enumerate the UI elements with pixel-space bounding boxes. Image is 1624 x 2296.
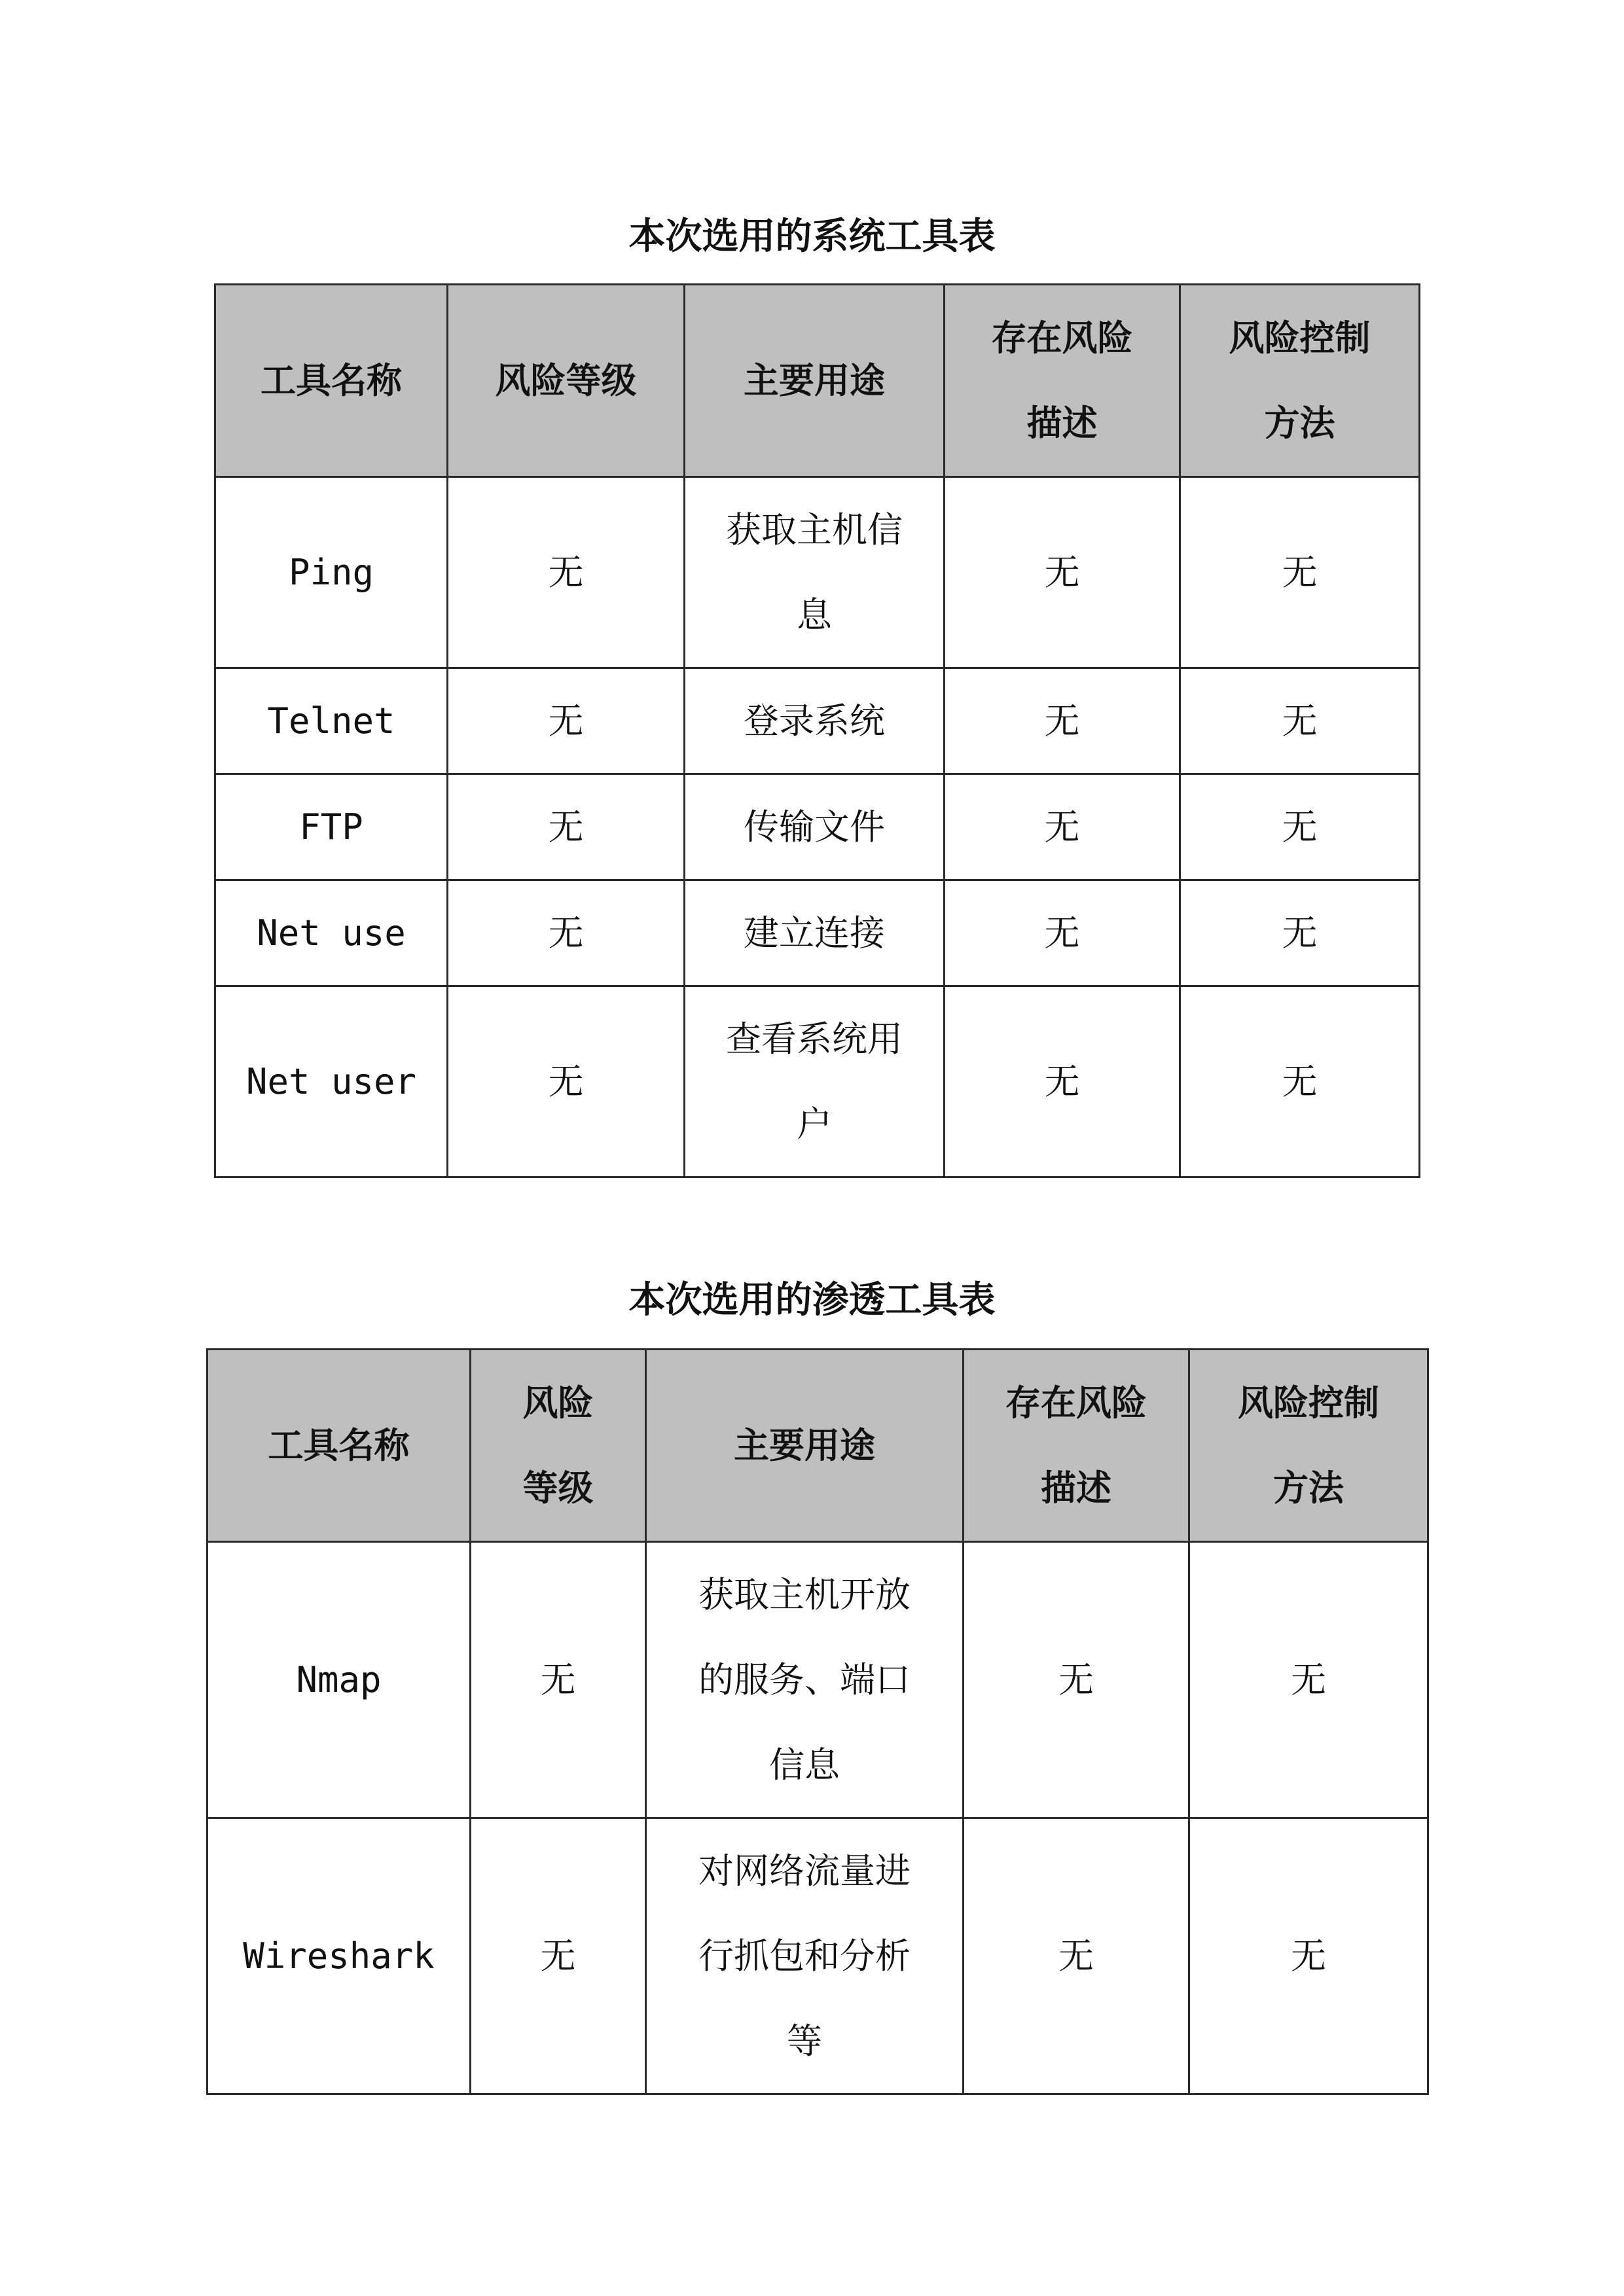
tool-name-cell: FTP: [215, 774, 448, 880]
header-risk-level-text: 风险等级: [522, 1382, 594, 1509]
tool-name-cell: Net use: [215, 880, 448, 986]
risk-level-cell: 无: [448, 774, 685, 880]
table-row: [215, 774, 1420, 880]
risk-level-cell: 无: [471, 1542, 646, 1818]
system-tools-caption: 本次选用的系统工具表: [628, 215, 996, 258]
header-risk-level: 风险等级: [448, 285, 685, 477]
control-cell: 无: [1180, 880, 1420, 986]
risk-desc-cell: 无: [964, 1542, 1189, 1818]
purpose-cell: 传输文件: [685, 774, 945, 880]
purpose-cell: 建立连接: [685, 880, 945, 986]
header-risk-desc-text: 存在风险描述: [1005, 1382, 1147, 1509]
table-row: [215, 986, 1420, 1177]
control-cell: 无: [1189, 1818, 1428, 2094]
pentest-tools-table: [206, 1348, 1429, 2095]
purpose-text: 对网络流量进行抓包和分析等: [698, 1850, 911, 2062]
purpose-text: 获取主机信息: [726, 509, 903, 636]
header-purpose: 主要用途: [646, 1350, 964, 1542]
risk-desc-cell: 无: [964, 1818, 1189, 2094]
header-control: [1180, 285, 1420, 477]
purpose-cell: 登录系统: [685, 668, 945, 774]
system-tools-table: [214, 283, 1420, 1178]
table-row: [208, 1818, 1428, 2094]
tool-name-cell: Net user: [215, 986, 448, 1177]
tool-name-cell: Nmap: [208, 1542, 471, 1818]
table-row: [215, 477, 1420, 668]
risk-desc-cell: 无: [945, 668, 1180, 774]
tool-name-cell: Wireshark: [208, 1818, 471, 2094]
header-risk-level: [471, 1350, 646, 1542]
risk-level-cell: 无: [448, 880, 685, 986]
purpose-cell: [685, 477, 945, 668]
control-cell: 无: [1189, 1542, 1428, 1818]
control-cell: 无: [1180, 986, 1420, 1177]
risk-level-cell: 无: [471, 1818, 646, 2094]
control-cell: 无: [1180, 774, 1420, 880]
table-header-row: [215, 285, 1420, 477]
header-risk-desc: [964, 1350, 1189, 1542]
risk-level-cell: 无: [448, 986, 685, 1177]
risk-desc-cell: 无: [945, 774, 1180, 880]
header-control-text: 风险控制方法: [1229, 317, 1371, 444]
purpose-cell: [646, 1818, 964, 2094]
table-row: [215, 668, 1420, 774]
table-header-row: [208, 1350, 1428, 1542]
pentest-tools-caption: 本次选用的渗透工具表: [628, 1279, 996, 1321]
purpose-cell: [646, 1542, 964, 1818]
purpose-cell: [685, 986, 945, 1177]
header-purpose: 主要用途: [685, 285, 945, 477]
header-risk-desc: [945, 285, 1180, 477]
header-risk-desc-text: 存在风险描述: [991, 317, 1133, 444]
risk-desc-cell: 无: [945, 986, 1180, 1177]
control-cell: 无: [1180, 668, 1420, 774]
header-tool-name: 工具名称: [215, 285, 448, 477]
purpose-text: 获取主机开放的服务、端口信息: [698, 1573, 911, 1785]
header-control: [1189, 1350, 1428, 1542]
control-cell: 无: [1180, 477, 1420, 668]
header-control-text: 风险控制方法: [1238, 1382, 1379, 1509]
purpose-text: 查看系统用户: [726, 1018, 903, 1145]
header-tool-name: 工具名称: [208, 1350, 471, 1542]
risk-level-cell: 无: [448, 477, 685, 668]
risk-desc-cell: 无: [945, 477, 1180, 668]
risk-level-cell: 无: [448, 668, 685, 774]
table-row: [215, 880, 1420, 986]
tool-name-cell: Telnet: [215, 668, 448, 774]
risk-desc-cell: 无: [945, 880, 1180, 986]
tool-name-cell: Ping: [215, 477, 448, 668]
table-row: [208, 1542, 1428, 1818]
